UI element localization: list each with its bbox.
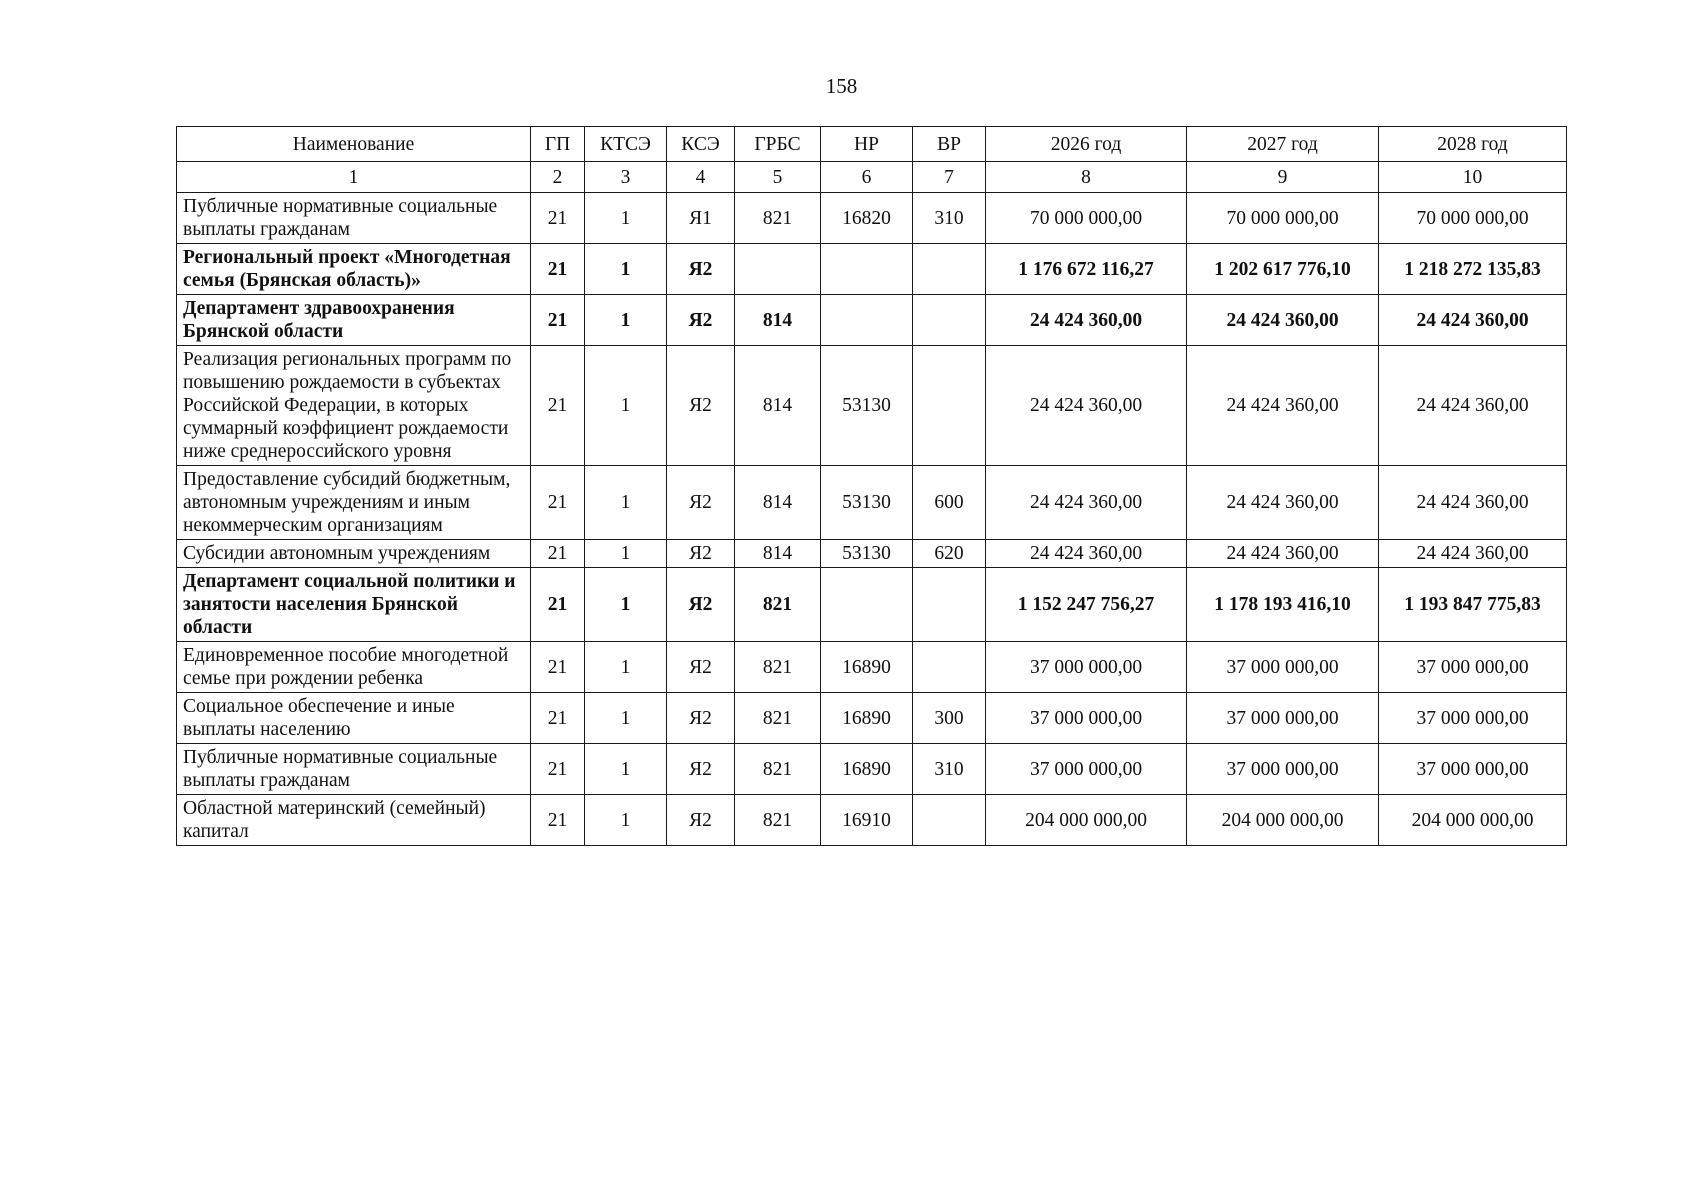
cell-gp: 21	[531, 295, 585, 346]
cell-kse: Я2	[667, 693, 735, 744]
cell-name: Предоставление субсидий бюджетным, автономным учреждениям и иным некоммерческим организациям	[177, 466, 531, 540]
cell-gp: 21	[531, 642, 585, 693]
cell-2026: 70 000 000,00	[986, 193, 1187, 244]
header-ktse: КТСЭ	[585, 127, 667, 162]
cell-ktse: 1	[585, 642, 667, 693]
cell-gp: 21	[531, 693, 585, 744]
table-row	[177, 744, 1567, 795]
cell-nr	[821, 568, 913, 642]
cell-2026: 1 152 247 756,27	[986, 568, 1187, 642]
cell-name: Департамент социальной политики и занятости населения Брянской области	[177, 568, 531, 642]
table-row	[177, 346, 1567, 466]
budget-table	[176, 126, 1567, 846]
cell-name: Публичные нормативные социальные выплаты гражданам	[177, 193, 531, 244]
header-row	[177, 127, 1567, 162]
cell-2027: 24 424 360,00	[1187, 466, 1379, 540]
header-2028: 2028 год	[1379, 127, 1567, 162]
cell-ktse: 1	[585, 193, 667, 244]
table-row	[177, 642, 1567, 693]
header-2026: 2026 год	[986, 127, 1187, 162]
cell-kse: Я2	[667, 244, 735, 295]
cell-nr: 16820	[821, 193, 913, 244]
column-number: 3	[585, 162, 667, 193]
cell-2028: 37 000 000,00	[1379, 744, 1567, 795]
column-number: 5	[735, 162, 821, 193]
cell-vr: 600	[913, 466, 986, 540]
cell-kse: Я2	[667, 346, 735, 466]
cell-vr	[913, 642, 986, 693]
column-number-row	[177, 162, 1567, 193]
column-number: 7	[913, 162, 986, 193]
cell-2028: 24 424 360,00	[1379, 346, 1567, 466]
cell-grbs	[735, 244, 821, 295]
cell-2028: 24 424 360,00	[1379, 295, 1567, 346]
cell-grbs: 821	[735, 642, 821, 693]
cell-2027: 204 000 000,00	[1187, 795, 1379, 846]
table-body	[177, 193, 1567, 846]
cell-kse: Я2	[667, 466, 735, 540]
cell-ktse: 1	[585, 466, 667, 540]
cell-gp: 21	[531, 466, 585, 540]
cell-grbs: 821	[735, 568, 821, 642]
cell-vr	[913, 295, 986, 346]
cell-kse: Я2	[667, 642, 735, 693]
table-row	[177, 466, 1567, 540]
cell-grbs: 821	[735, 795, 821, 846]
cell-nr: 53130	[821, 540, 913, 568]
cell-name: Единовременное пособие многодетной семье при рождении ребенка	[177, 642, 531, 693]
table-row	[177, 568, 1567, 642]
header-vr: ВР	[913, 127, 986, 162]
cell-2028: 24 424 360,00	[1379, 540, 1567, 568]
cell-2027: 37 000 000,00	[1187, 693, 1379, 744]
cell-name: Публичные нормативные социальные выплаты гражданам	[177, 744, 531, 795]
cell-2027: 70 000 000,00	[1187, 193, 1379, 244]
table-row	[177, 244, 1567, 295]
cell-2028: 70 000 000,00	[1379, 193, 1567, 244]
cell-ktse: 1	[585, 795, 667, 846]
cell-nr	[821, 244, 913, 295]
cell-ktse: 1	[585, 693, 667, 744]
cell-2027: 24 424 360,00	[1187, 346, 1379, 466]
cell-2026: 37 000 000,00	[986, 642, 1187, 693]
cell-vr	[913, 244, 986, 295]
cell-grbs: 814	[735, 295, 821, 346]
cell-kse: Я2	[667, 568, 735, 642]
cell-2027: 24 424 360,00	[1187, 540, 1379, 568]
cell-nr: 16890	[821, 744, 913, 795]
cell-2026: 24 424 360,00	[986, 466, 1187, 540]
cell-nr: 16890	[821, 693, 913, 744]
cell-name: Социальное обеспечение и иные выплаты населению	[177, 693, 531, 744]
column-number: 6	[821, 162, 913, 193]
header-name: Наименование	[177, 127, 531, 162]
cell-name: Субсидии автономным учреждениям	[177, 540, 531, 568]
header-grbs: ГРБС	[735, 127, 821, 162]
cell-2026: 37 000 000,00	[986, 693, 1187, 744]
cell-2026: 1 176 672 116,27	[986, 244, 1187, 295]
cell-2027: 1 178 193 416,10	[1187, 568, 1379, 642]
table-row	[177, 295, 1567, 346]
cell-2026: 24 424 360,00	[986, 295, 1187, 346]
column-number: 2	[531, 162, 585, 193]
cell-2026: 204 000 000,00	[986, 795, 1187, 846]
table-row	[177, 795, 1567, 846]
cell-nr: 53130	[821, 346, 913, 466]
header-gp: ГП	[531, 127, 585, 162]
cell-gp: 21	[531, 193, 585, 244]
header-kse: КСЭ	[667, 127, 735, 162]
cell-ktse: 1	[585, 744, 667, 795]
cell-gp: 21	[531, 795, 585, 846]
cell-gp: 21	[531, 346, 585, 466]
table-row	[177, 193, 1567, 244]
cell-vr	[913, 346, 986, 466]
cell-ktse: 1	[585, 568, 667, 642]
column-number: 4	[667, 162, 735, 193]
cell-grbs: 814	[735, 540, 821, 568]
cell-grbs: 821	[735, 744, 821, 795]
cell-2028: 24 424 360,00	[1379, 466, 1567, 540]
cell-kse: Я2	[667, 795, 735, 846]
cell-2027: 24 424 360,00	[1187, 295, 1379, 346]
cell-grbs: 814	[735, 346, 821, 466]
cell-gp: 21	[531, 744, 585, 795]
cell-grbs: 821	[735, 193, 821, 244]
cell-ktse: 1	[585, 244, 667, 295]
cell-2026: 37 000 000,00	[986, 744, 1187, 795]
cell-kse: Я2	[667, 744, 735, 795]
cell-2026: 24 424 360,00	[986, 540, 1187, 568]
cell-2027: 37 000 000,00	[1187, 642, 1379, 693]
cell-nr: 16910	[821, 795, 913, 846]
cell-vr	[913, 795, 986, 846]
page-number: 158	[825, 74, 858, 98]
cell-name: Реализация региональных программ по повышению рождаемости в субъектах Российской Федерации, в которых суммарный коэффициент рождаемости ниже среднероссийского уровня	[177, 346, 531, 466]
cell-name: Областной материнский (семейный) капитал	[177, 795, 531, 846]
cell-nr: 16890	[821, 642, 913, 693]
cell-gp: 21	[531, 244, 585, 295]
header-2027: 2027 год	[1187, 127, 1379, 162]
cell-2027: 37 000 000,00	[1187, 744, 1379, 795]
cell-kse: Я1	[667, 193, 735, 244]
column-number: 10	[1379, 162, 1567, 193]
cell-kse: Я2	[667, 540, 735, 568]
cell-2028: 37 000 000,00	[1379, 693, 1567, 744]
cell-2028: 1 193 847 775,83	[1379, 568, 1567, 642]
cell-ktse: 1	[585, 295, 667, 346]
cell-2026: 24 424 360,00	[986, 346, 1187, 466]
cell-vr	[913, 568, 986, 642]
cell-vr: 620	[913, 540, 986, 568]
column-number: 1	[177, 162, 531, 193]
cell-nr: 53130	[821, 466, 913, 540]
cell-gp: 21	[531, 568, 585, 642]
cell-grbs: 814	[735, 466, 821, 540]
cell-ktse: 1	[585, 540, 667, 568]
cell-vr: 310	[913, 744, 986, 795]
cell-2028: 37 000 000,00	[1379, 642, 1567, 693]
cell-nr	[821, 295, 913, 346]
cell-2027: 1 202 617 776,10	[1187, 244, 1379, 295]
cell-vr: 300	[913, 693, 986, 744]
cell-name: Региональный проект «Многодетная семья (Брянская область)»	[177, 244, 531, 295]
table-row	[177, 540, 1567, 568]
cell-2028: 204 000 000,00	[1379, 795, 1567, 846]
header-nr: НР	[821, 127, 913, 162]
cell-vr: 310	[913, 193, 986, 244]
cell-ktse: 1	[585, 346, 667, 466]
table-row	[177, 693, 1567, 744]
cell-2028: 1 218 272 135,83	[1379, 244, 1567, 295]
cell-gp: 21	[531, 540, 585, 568]
cell-name: Департамент здравоохранения Брянской области	[177, 295, 531, 346]
cell-grbs: 821	[735, 693, 821, 744]
column-number: 9	[1187, 162, 1379, 193]
column-number: 8	[986, 162, 1187, 193]
cell-kse: Я2	[667, 295, 735, 346]
